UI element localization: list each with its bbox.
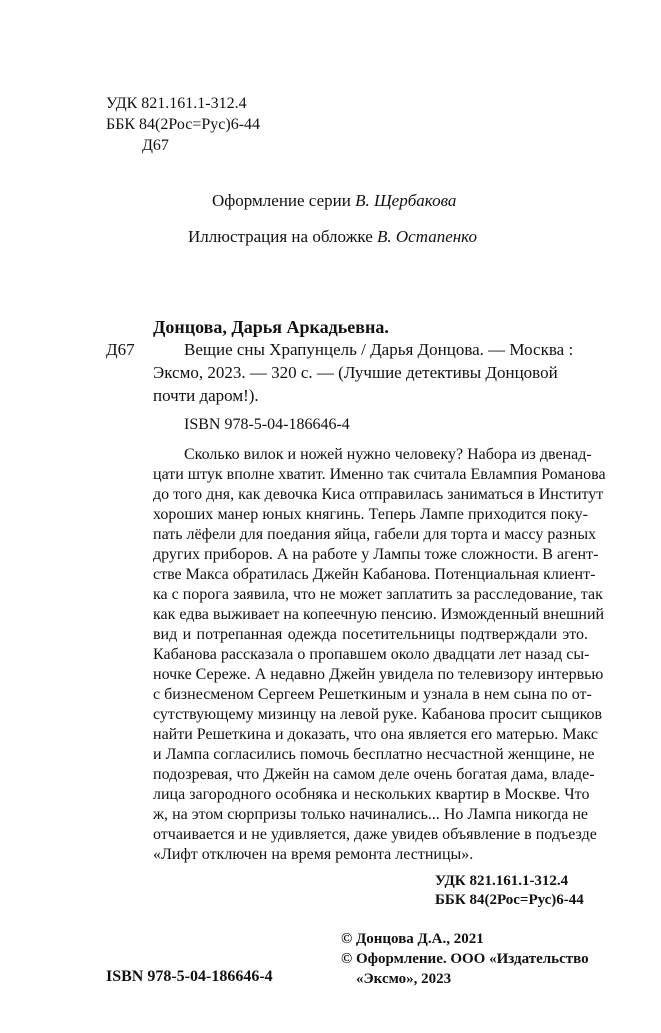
author-mark: Д67 [142,137,169,154]
annotation-line: цати штук вполне хватит. Именно так считала Евлампия Романова [153,466,606,483]
series-credit [212,190,456,212]
classification-bbk: ББК 84(2Рос=Рус)6-44 [435,892,584,908]
series-designer: В. Щербакова [355,191,457,210]
annotation-line: лица загородного особняка и нескольких квартир в Москве. Что [153,786,590,803]
record-isbn: ISBN 978-5-04-186646-4 [184,416,350,433]
classification-udk: УДК 821.161.1-312.4 [435,873,569,889]
annotation-line: сутствующему мизинцу на левой руке. Кабанова просит сыщиков [153,706,603,723]
record-desc-line: Вещие сны Храпунцель / Дарья Донцова. — Москва : [184,340,574,359]
annotation-line: Кабанова рассказала о пропавшем около двадцати лет назад сы- [153,646,590,663]
annotation-line: найти Решеткина и доказать, что она является его матерью. Макс [153,726,599,743]
annotation-line: ночке Сереже. А недавно Джейн увидела по телевизору интервью [153,666,604,683]
footer-isbn: ISBN 978-5-04-186646-4 [106,968,273,985]
annotation-line: хороших манер юных княгинь. Теперь Лампе приходится поку- [153,506,588,523]
bbk-code: ББК 84(2Рос=Рус)6-44 [106,116,261,133]
record-desc-line: почти даром!). [153,386,259,405]
annotation-line: вид и потрепанная одежда посетительницы подтверждали это. [153,626,588,643]
annotation-line: «Лифт отключен на время ремонта лестницы». [153,846,474,863]
annotation-line: до того дня, как девочка Киса отправилась заниматься в Институт [153,486,604,503]
annotation-line: других приборов. А на работе у Лампы тоже сложности. В агент- [153,546,599,563]
annotation-line: ка с порога заявила, что не может заплатить за расследование, так [153,586,603,603]
annotation-line: подозревая, что Джейн на самом деле очень богатая дама, владе- [153,766,595,783]
record-author: Донцова, Дарья Аркадьевна. [153,317,389,337]
annotation-line: отчаивается и не удивляется, даже увидев объявление в подъезде [153,826,597,843]
record-author-mark: Д67 [106,340,135,359]
annotation-line: как едва выживает на копеечную пенсию. Изможденный внешний [153,606,605,623]
annotation-line: пать лёфели для поедания яйца, габели для торта и массу разных [153,526,597,543]
udk-code: УДК 821.161.1-312.4 [106,95,247,112]
series-label: Оформление серии [212,191,351,210]
annotation-line: Сколько вилок и ножей нужно человеку? Набора из двенад- [184,446,592,463]
copyright-design: © Оформление. ООО «Издательство [341,951,589,967]
annotation-line: и Лампа согласились помочь бесплатно несчастной женщине, не [153,746,595,763]
cover-illustrator: В. Остапенко [377,227,477,246]
copyright-author: © Донцова Д.А., 2021 [341,931,484,947]
annotation-line: с бизнесменом Сергеем Решеткиным и узнала в нем сына по от- [153,686,592,703]
annotation-line: стве Макса обратилась Джейн Кабанова. Потенциальная клиент- [153,566,596,583]
cover-credit [188,226,477,248]
annotation-line: ж, на этом сюрпризы только начинались... Но Лампа никогда не [153,806,588,823]
record-desc-line: Эксмо, 2023. — 320 с. — (Лучшие детективы Донцовой [153,363,558,382]
cover-label: Иллюстрация на обложке [188,227,373,246]
copyright-design-cont: «Эксмо», 2023 [356,971,452,987]
